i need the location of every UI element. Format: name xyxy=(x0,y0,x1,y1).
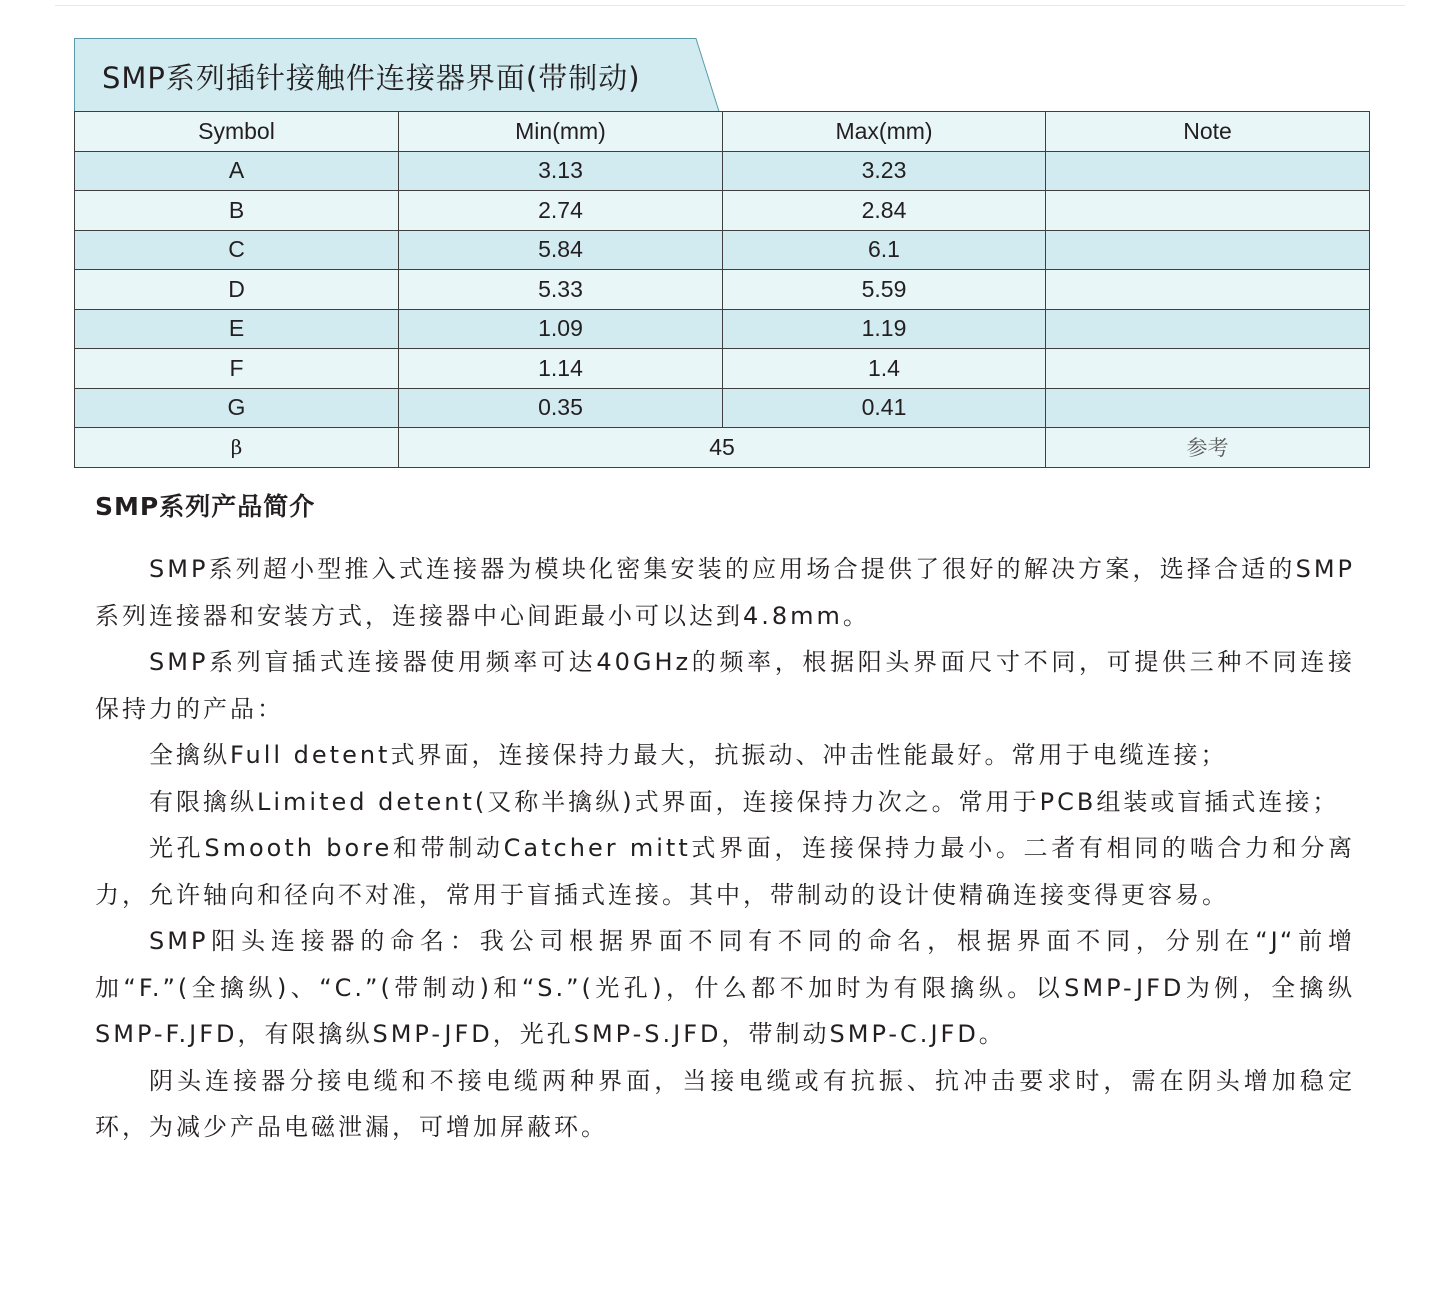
table-header-row xyxy=(75,112,1370,152)
table-row xyxy=(75,349,1370,389)
note-cell xyxy=(1046,270,1370,310)
intro-paragraph: SMP系列超小型推入式连接器为模块化密集安装的应用场合提供了很好的解决方案，选择合适的SMP系列连接器和安装方式，连接器中心间距最小可以达到4.8mm。 xyxy=(95,555,1355,630)
table-row xyxy=(75,191,1370,231)
product-intro-section xyxy=(95,486,1355,1151)
symbol-cell: A xyxy=(75,151,399,191)
header-note: Note xyxy=(1046,112,1370,152)
table-row xyxy=(75,309,1370,349)
min-cell: 5.84 xyxy=(399,230,723,270)
note-cell xyxy=(1046,151,1370,191)
max-cell: 1.4 xyxy=(723,349,1046,389)
intro-heading: SMP系列产品简介 xyxy=(95,492,316,521)
min-cell: 5.33 xyxy=(399,270,723,310)
table-row xyxy=(75,230,1370,270)
dimension-table xyxy=(74,111,1370,468)
max-cell: 3.23 xyxy=(723,151,1046,191)
symbol-cell: D xyxy=(75,270,399,310)
table-row xyxy=(75,151,1370,191)
table-row xyxy=(75,388,1370,428)
symbol-cell: β xyxy=(75,428,399,468)
intro-paragraphs xyxy=(95,546,1355,1151)
min-cell: 1.14 xyxy=(399,349,723,389)
max-cell: 1.19 xyxy=(723,309,1046,349)
note-cell xyxy=(1046,349,1370,389)
intro-paragraph: 全擒纵Full detent式界面，连接保持力最大，抗振动、冲击性能最好。常用于电缆连接； xyxy=(149,741,1228,769)
max-cell: 6.1 xyxy=(723,230,1046,270)
header-min: Min(mm) xyxy=(399,112,723,152)
table-title-tab xyxy=(74,38,720,112)
min-cell: 3.13 xyxy=(399,151,723,191)
intro-paragraph: SMP系列盲插式连接器使用频率可达40GHz的频率，根据阳头界面尺寸不同，可提供三种不同连接保持力的产品： xyxy=(95,648,1355,723)
note-cell xyxy=(1046,191,1370,231)
intro-paragraph: 光孔Smooth bore和带制动Catcher mitt式界面，连接保持力最小。二者有相同的啮合力和分离力，允许轴向和径向不对准，常用于盲插式连接。其中，带制动的设计使精确连接变得更容易。 xyxy=(95,834,1355,909)
min-cell: 2.74 xyxy=(399,191,723,231)
dimension-table-body xyxy=(75,112,1370,468)
table-title: SMP系列插针接触件连接器界面(带制动) xyxy=(102,61,641,95)
note-cell xyxy=(1046,309,1370,349)
intro-paragraph: SMP阳头连接器的命名：我公司根据界面不同有不同的命名，根据界面不同，分别在“J“前增加“F.”(全擒纵)、“C.”(带制动)和“S.”(光孔)，什么都不加时为有限擒纵。以SMP-JFD为例，全擒纵SMP-F.JFD，有限擒纵SMP-JFD，光孔SMP-S.JFD，带制动SMP-C.JFD。 xyxy=(95,927,1355,1048)
max-cell: 2.84 xyxy=(723,191,1046,231)
note-cell xyxy=(1046,230,1370,270)
symbol-cell: C xyxy=(75,230,399,270)
min-cell: 0.35 xyxy=(399,388,723,428)
max-cell: 0.41 xyxy=(723,388,1046,428)
angle-value-cell: 45 xyxy=(399,428,1046,468)
intro-paragraph: 有限擒纵Limited detent(又称半擒纵)式界面，连接保持力次之。常用于PCB组装或盲插式连接； xyxy=(149,787,1340,816)
header-symbol: Symbol xyxy=(75,112,399,152)
symbol-cell: E xyxy=(75,309,399,349)
table-row-beta xyxy=(75,428,1370,468)
symbol-cell: B xyxy=(75,191,399,231)
table-row xyxy=(75,270,1370,310)
header-max: Max(mm) xyxy=(723,112,1046,152)
symbol-cell: F xyxy=(75,349,399,389)
top-divider xyxy=(55,0,1405,6)
note-cell xyxy=(1046,388,1370,428)
max-cell: 5.59 xyxy=(723,270,1046,310)
note-cell: 参考 xyxy=(1046,428,1370,468)
min-cell: 1.09 xyxy=(399,309,723,349)
symbol-cell: G xyxy=(75,388,399,428)
intro-paragraph: 阴头连接器分接电缆和不接电缆两种界面，当接电缆或有抗振、抗冲击要求时，需在阴头增加稳定环，为减少产品电磁泄漏，可增加屏蔽环。 xyxy=(95,1066,1355,1141)
